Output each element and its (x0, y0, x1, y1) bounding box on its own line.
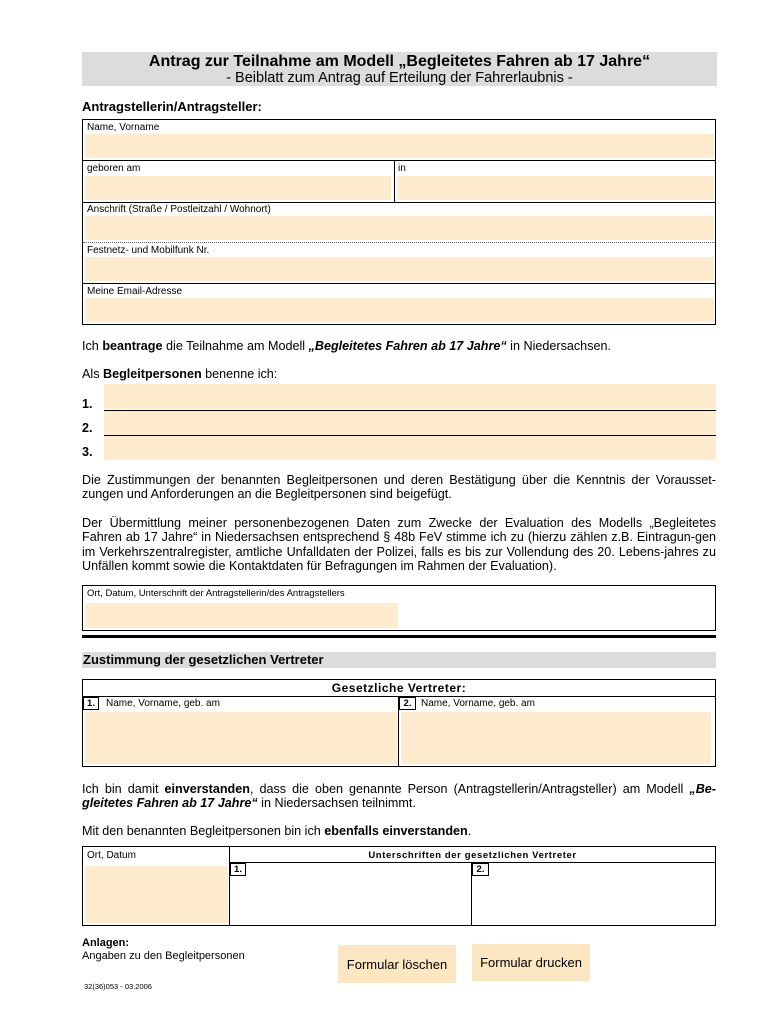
guardian-signature-2-number: 2. (472, 863, 489, 876)
form-title-banner (82, 52, 717, 86)
name-field[interactable] (85, 134, 714, 158)
phone-field[interactable] (85, 257, 714, 281)
section-separator (82, 635, 716, 638)
guardian-2-number: 2. (399, 697, 416, 710)
companion-field-2[interactable] (104, 411, 716, 435)
request-text: Ich beantrage die Teilnahme am Modell „Begleitetes Fahren ab 17 Jahre“ in Niedersachsen. (82, 339, 611, 353)
guardian-signature-1-field[interactable] (247, 878, 469, 924)
name-label: Name, Vorname (87, 122, 160, 133)
birthdate-field[interactable] (85, 176, 391, 200)
guardian-1-label: Name, Vorname, geb. am (106, 698, 220, 709)
attachments-item: Angaben zu den Begleitpersonen (82, 950, 245, 962)
agreement-text: Ich bin damit einverstanden, dass die oben genannte Person (Antragstellerin/Antragsteller) am Modell „Be-gleitetes Fahren ab 17 Jahre“ in Niedersachsen teilnimmt. (82, 782, 716, 811)
birthplace-label: in (398, 163, 406, 174)
companion-field-3[interactable] (104, 436, 716, 460)
guardians-heading-banner (82, 652, 716, 668)
divider (83, 242, 715, 243)
applicant-signature-label: Ort, Datum, Unterschrift der Antragstellerin/des Antragstellers (87, 588, 345, 599)
companion-field-1[interactable] (104, 384, 716, 409)
companion-number-3: 3. (82, 445, 93, 459)
divider (83, 283, 715, 284)
companions-text: Als Begleitpersonen benenne ich: (82, 367, 278, 381)
companion-number-1: 1. (82, 397, 93, 411)
address-field[interactable] (85, 216, 714, 240)
guardian-signature-1-number: 1. (230, 863, 246, 876)
consents-paragraph: Die Zustimmungen der benannten Begleitpersonen und deren Bestätigung über die Kenntnis der Vorausset-zungen und Anforderungen an die Begleitpersonen sind beigefügt. (82, 473, 716, 502)
divider (83, 160, 715, 161)
form-subtitle: - Beiblatt zum Antrag auf Erteilung der Fahrerlaubnis - (226, 70, 573, 86)
email-field[interactable] (85, 298, 714, 322)
guardians-heading: Zustimmung der gesetzlichen Vertreter (83, 652, 324, 667)
form-title: Antrag zur Teilnahme am Modell „Begleitetes Fahren ab 17 Jahre“ (148, 53, 651, 70)
guardian-signatures-title: Unterschriften der gesetzlichen Vertreter (368, 850, 577, 861)
phone-label: Festnetz- und Mobilfunk Nr. (87, 245, 210, 256)
guardian-2-field[interactable] (401, 712, 711, 764)
divider (394, 160, 395, 202)
form-code: 32(36)053 - 03.2006 (84, 982, 152, 991)
guardian-signature-2-field[interactable] (490, 878, 714, 924)
place-date-label: Ort, Datum (87, 850, 136, 861)
guardian-1-number: 1. (83, 697, 99, 710)
clear-form-button[interactable]: Formular löschen (338, 945, 456, 983)
agreement2-text: Mit den benannten Begleitpersonen bin ich ebenfalls einverstanden. (82, 824, 472, 838)
guardians-box-title: Gesetzliche Vertreter: (331, 681, 467, 695)
guardian-2-label: Name, Vorname, geb. am (421, 698, 535, 709)
companion-number-2: 2. (82, 421, 93, 435)
divider (83, 202, 715, 203)
applicant-signature-field[interactable] (85, 603, 398, 628)
email-label: Meine Email-Adresse (87, 286, 183, 297)
attachments-heading: Anlagen: (82, 937, 130, 949)
applicant-heading: Antragstellerin/Antragsteller: (82, 99, 262, 114)
birthplace-field[interactable] (397, 176, 714, 200)
born-label: geboren am (87, 163, 141, 174)
print-form-button[interactable]: Formular drucken (472, 944, 590, 981)
data-consent-paragraph: Der Übermittlung meiner personenbezogenen Daten zum Zwecke der Evaluation des Modells „Begleitetes Fahren ab 17 Jahre“ in Niedersachsen entsprechend § 48b FeV stimme ich zu (hierzu zählen z.B. Eintragun-gen im Verkehrszentralregister, amtliche Unfalldaten der Polizei, falls es bis zur Vollendung des 20. Lebens-jahres zu Unfällen kommt sowie die Kontaktdaten für Befragungen im Rahmen der Evaluation). (82, 516, 716, 574)
place-date-field[interactable] (85, 866, 228, 923)
guardian-1-field[interactable] (85, 712, 397, 764)
address-label: Anschrift (Straße / Postleitzahl / Wohnort) (87, 204, 271, 215)
